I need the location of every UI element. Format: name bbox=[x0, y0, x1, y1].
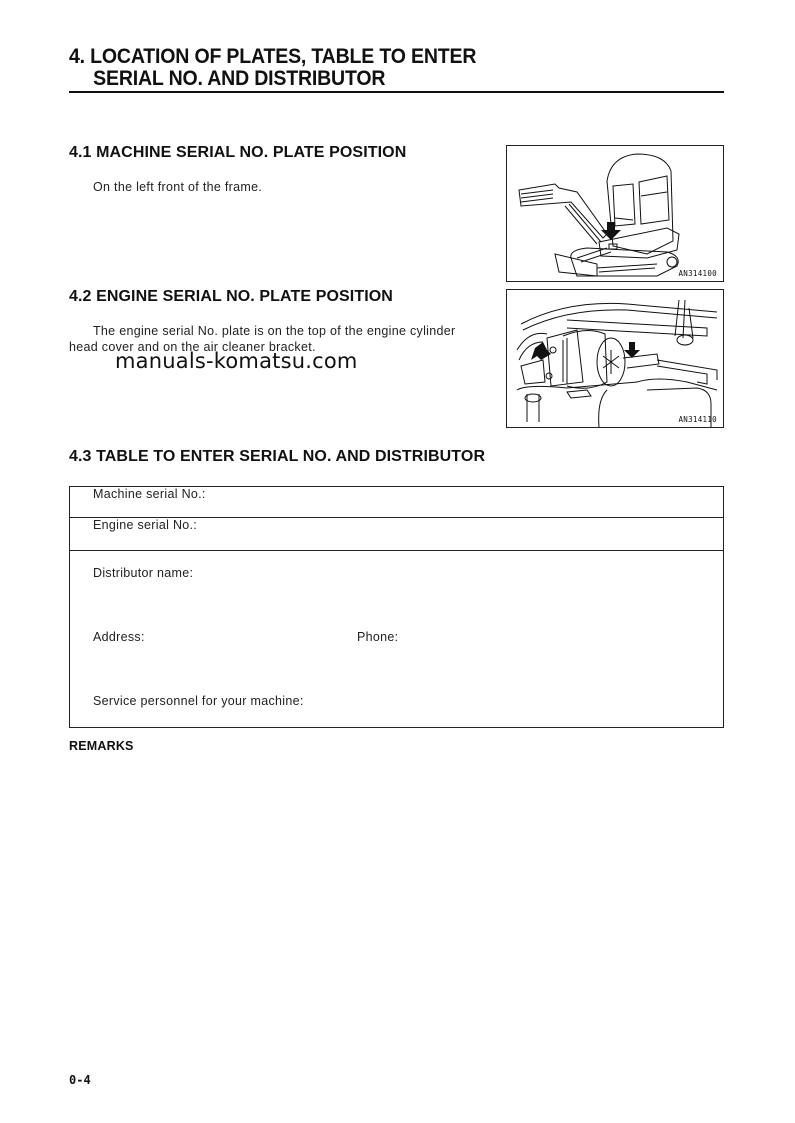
figure-machine-serial-plate bbox=[506, 145, 724, 282]
engine-plate-description-line1: The engine serial No. plate is on the top of the engine cylinder bbox=[93, 324, 456, 338]
watermark: manuals-komatsu.com bbox=[115, 349, 358, 373]
title-underline bbox=[69, 91, 724, 93]
table-row bbox=[70, 551, 724, 728]
figure-code: AN314100 bbox=[678, 269, 717, 278]
table-row bbox=[70, 487, 724, 518]
engine-serial-field[interactable] bbox=[70, 518, 724, 551]
heading-machine-serial-plate: 4.1 MACHINE SERIAL NO. PLATE POSITION bbox=[69, 144, 407, 161]
machine-plate-description: On the left front of the frame. bbox=[93, 180, 263, 194]
page-title-line2: SERIAL NO. AND DISTRIBUTOR bbox=[93, 67, 386, 90]
machine-serial-label: Machine serial No.: bbox=[93, 487, 206, 501]
distributor-info-field[interactable] bbox=[70, 551, 724, 728]
engine-plate-description-line2: head cover and on the air cleaner bracket. bbox=[69, 340, 316, 354]
figure-code: AN314110 bbox=[678, 415, 717, 424]
page-number: 0-4 bbox=[69, 1073, 91, 1087]
heading-engine-serial-plate: 4.2 ENGINE SERIAL NO. PLATE POSITION bbox=[69, 288, 393, 305]
heading-serial-table: 4.3 TABLE TO ENTER SERIAL NO. AND DISTRIBUTOR bbox=[69, 448, 486, 465]
address-label: Address: bbox=[93, 630, 145, 644]
engine-illustration bbox=[507, 290, 723, 427]
serial-distributor-table bbox=[69, 486, 724, 728]
page-title bbox=[69, 46, 476, 90]
distributor-name-label: Distributor name: bbox=[93, 566, 194, 580]
remarks-label: REMARKS bbox=[69, 739, 134, 753]
phone-label: Phone: bbox=[357, 630, 399, 644]
figure-engine-serial-plate bbox=[506, 289, 724, 428]
table-row bbox=[70, 518, 724, 551]
service-personnel-label: Service personnel for your machine: bbox=[93, 694, 304, 708]
machine-serial-field[interactable] bbox=[70, 487, 724, 518]
arrow-icon bbox=[624, 342, 640, 358]
engine-serial-label: Engine serial No.: bbox=[93, 518, 198, 532]
excavator-illustration bbox=[507, 146, 723, 281]
page-title-line1: 4. LOCATION OF PLATES, TABLE TO ENTER bbox=[69, 45, 477, 68]
